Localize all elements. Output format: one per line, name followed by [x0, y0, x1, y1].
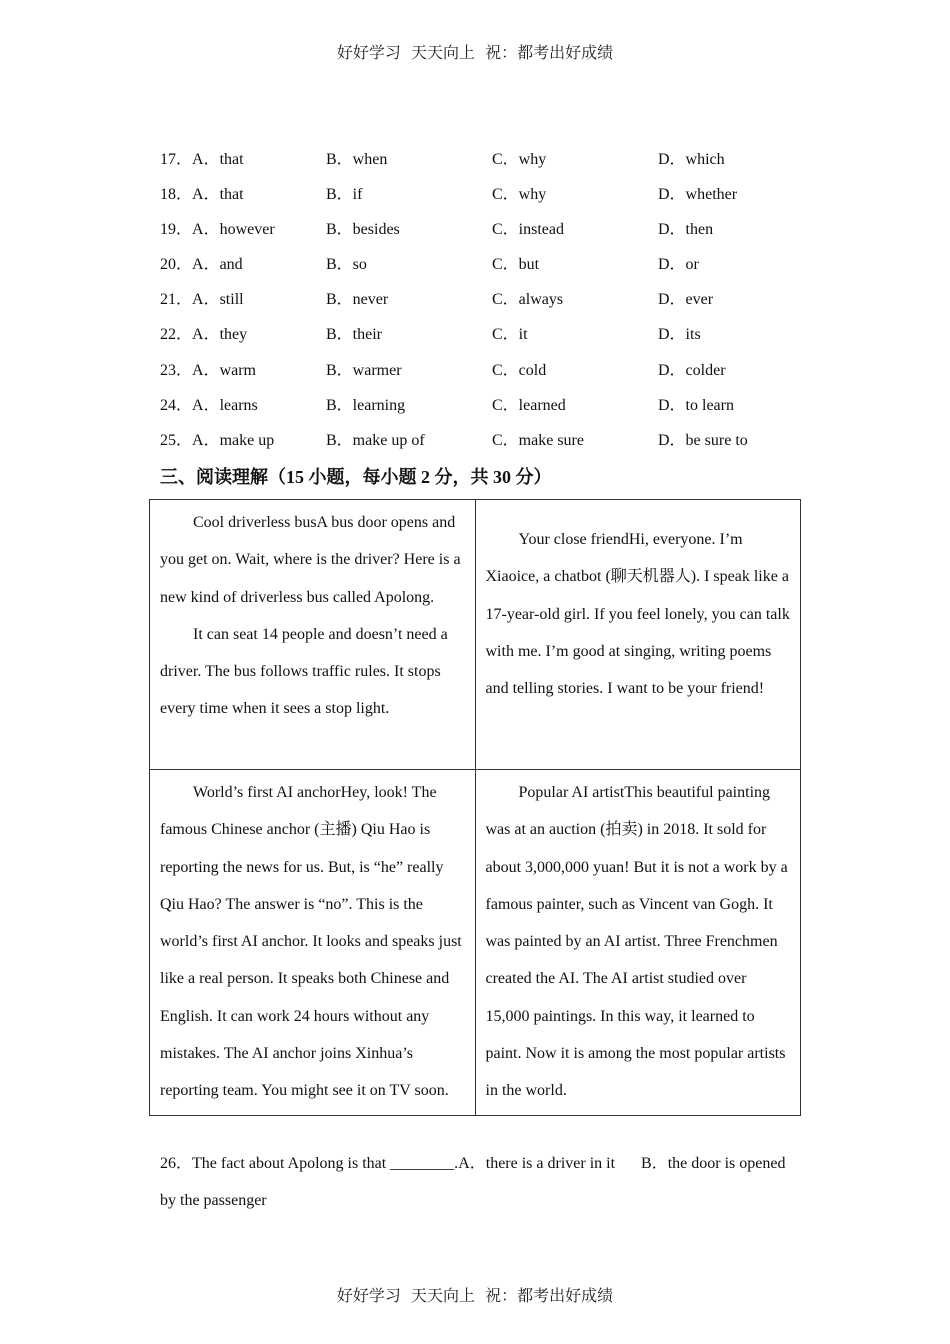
option-24-c: C．learned [492, 396, 566, 414]
option-22-a [160, 323, 247, 347]
option-19-c: C．instead [492, 221, 564, 239]
question-number: 17． [160, 151, 193, 168]
option-22-c: C．it [492, 326, 528, 344]
option-24-d: D．to learn [658, 396, 734, 414]
option-24-a [160, 394, 258, 418]
option-row-18 [160, 183, 820, 218]
option-23-a [160, 359, 256, 383]
passage-ai-anchor [150, 770, 476, 1116]
page-footer: 好好学习 天天向上 祝：都考出好成绩 [336, 1286, 614, 1305]
passage-close-friend [475, 500, 801, 770]
reading-table [149, 499, 801, 1116]
question-number: 25． [160, 431, 193, 449]
answer-options-list [160, 148, 820, 464]
question-number: 23． [160, 361, 193, 379]
option-21-b: B．never [326, 291, 389, 309]
reading-row-1 [150, 500, 801, 770]
option-a: A．warm [192, 361, 257, 379]
option-b: B．the door is opened by the passenger [160, 1155, 786, 1209]
option-row-17 [160, 148, 820, 183]
question-stem: 26．The fact about Apolong is that ________. [160, 1155, 459, 1172]
option-25-d: D．be sure to [658, 431, 748, 449]
option-18-a [160, 183, 244, 207]
question-number: 20． [160, 256, 193, 274]
option-22-b: B．their [326, 326, 382, 344]
question-number: 21． [160, 291, 193, 309]
question-number: 18． [160, 186, 193, 204]
option-row-23 [160, 359, 820, 394]
section-title: 三、阅读理解（15 小题，每小题 2 分，共 30 分） [160, 467, 552, 487]
option-18-b: B．if [326, 186, 363, 204]
option-18-c: C．why [492, 186, 547, 204]
option-20-d: D．or [658, 256, 699, 274]
reading-row-2 [150, 770, 801, 1116]
option-23-d: D．colder [658, 361, 726, 379]
option-row-20 [160, 253, 820, 288]
option-a: A．still [192, 291, 244, 309]
option-20-b: B．so [326, 256, 367, 274]
option-a: A．there is a driver in it [458, 1155, 616, 1172]
passage-paragraph: Popular AI artistThis beautiful painting was at an auction (拍卖) in 2018. It sold for about 3,000,000 yuan! But it is not a work by a famous painter, such as Vincent van Gogh. It was painted by an AI artist. Three Frenchmen created the AI. The AI artist studied over 15,000 paintings. In this way, it learned to paint. Now it is among the most popular artists in the world. [485, 784, 788, 1100]
option-a: A．make up [192, 431, 275, 449]
option-a: A．and [192, 256, 243, 274]
option-23-c: C．cold [492, 361, 547, 379]
option-17-b: B．when [326, 151, 388, 168]
option-17-c: C．why [492, 151, 547, 168]
option-row-21 [160, 288, 820, 323]
option-19-d: D．then [658, 221, 714, 239]
option-row-25 [160, 429, 820, 464]
option-17-a [160, 148, 244, 172]
question-number: 24． [160, 396, 193, 414]
option-25-a [160, 429, 274, 453]
question-number: 19． [160, 221, 193, 239]
option-a: A．that [192, 186, 244, 204]
option-17-d: D．which [658, 151, 725, 168]
option-23-b: B．warmer [326, 361, 402, 379]
option-a: A．learns [192, 396, 258, 414]
option-row-19 [160, 218, 820, 253]
option-19-b: B．besides [326, 221, 400, 239]
option-21-c: C．always [492, 291, 564, 309]
page-header: 好好学习 天天向上 祝：都考出好成绩 [336, 43, 614, 62]
option-25-b: B．make up of [326, 431, 425, 449]
option-24-b: B．learning [326, 396, 406, 414]
option-21-d: D．ever [658, 291, 714, 309]
option-20-a [160, 253, 243, 277]
option-18-d: D．whether [658, 186, 738, 204]
passage-paragraph: It can seat 14 people and doesn’t need a driver. The bus follows traffic rules. It stops every time when it sees a stop light. [160, 625, 448, 718]
passage-paragraph: World’s first AI anchorHey, look! The famous Chinese anchor (主播) Qiu Hao is reporting the news for us. But, is “he” really Qiu Hao? The answer is “no”. This is the world’s first AI anchor. It looks and speaks just like a real person. It speaks both Chinese and English. It can work 24 hours without any mistakes. The AI anchor joins Xinhua’s reporting team. You might see it on TV soon. [160, 784, 462, 1100]
question-number: 22． [160, 326, 193, 344]
passage-driverless-bus [150, 500, 476, 770]
option-20-c: C．but [492, 256, 540, 274]
option-a: A．however [192, 221, 275, 239]
option-22-d: D．its [658, 326, 701, 344]
passage-paragraph: Your close friendHi, everyone. I’m Xiaoice, a chatbot (聊天机器人). I speak like a 17-year-old girl. If you feel lonely, you can talk with me. I’m good at singing, writing poems and telling stories. I want to be your friend! [485, 531, 790, 698]
option-21-a [160, 288, 244, 312]
option-19-a [160, 218, 275, 242]
passage-ai-artist [475, 770, 801, 1116]
question-26 [160, 1145, 800, 1219]
option-row-22 [160, 323, 820, 358]
option-row-24 [160, 394, 820, 429]
option-a: A．that [192, 151, 244, 168]
option-25-c: C．make sure [492, 431, 584, 449]
option-a: A．they [192, 326, 248, 344]
passage-paragraph: Cool driverless busA bus door opens and you get on. Wait, where is the driver? Here is a new kind of driverless bus called Apolong. [160, 514, 461, 606]
